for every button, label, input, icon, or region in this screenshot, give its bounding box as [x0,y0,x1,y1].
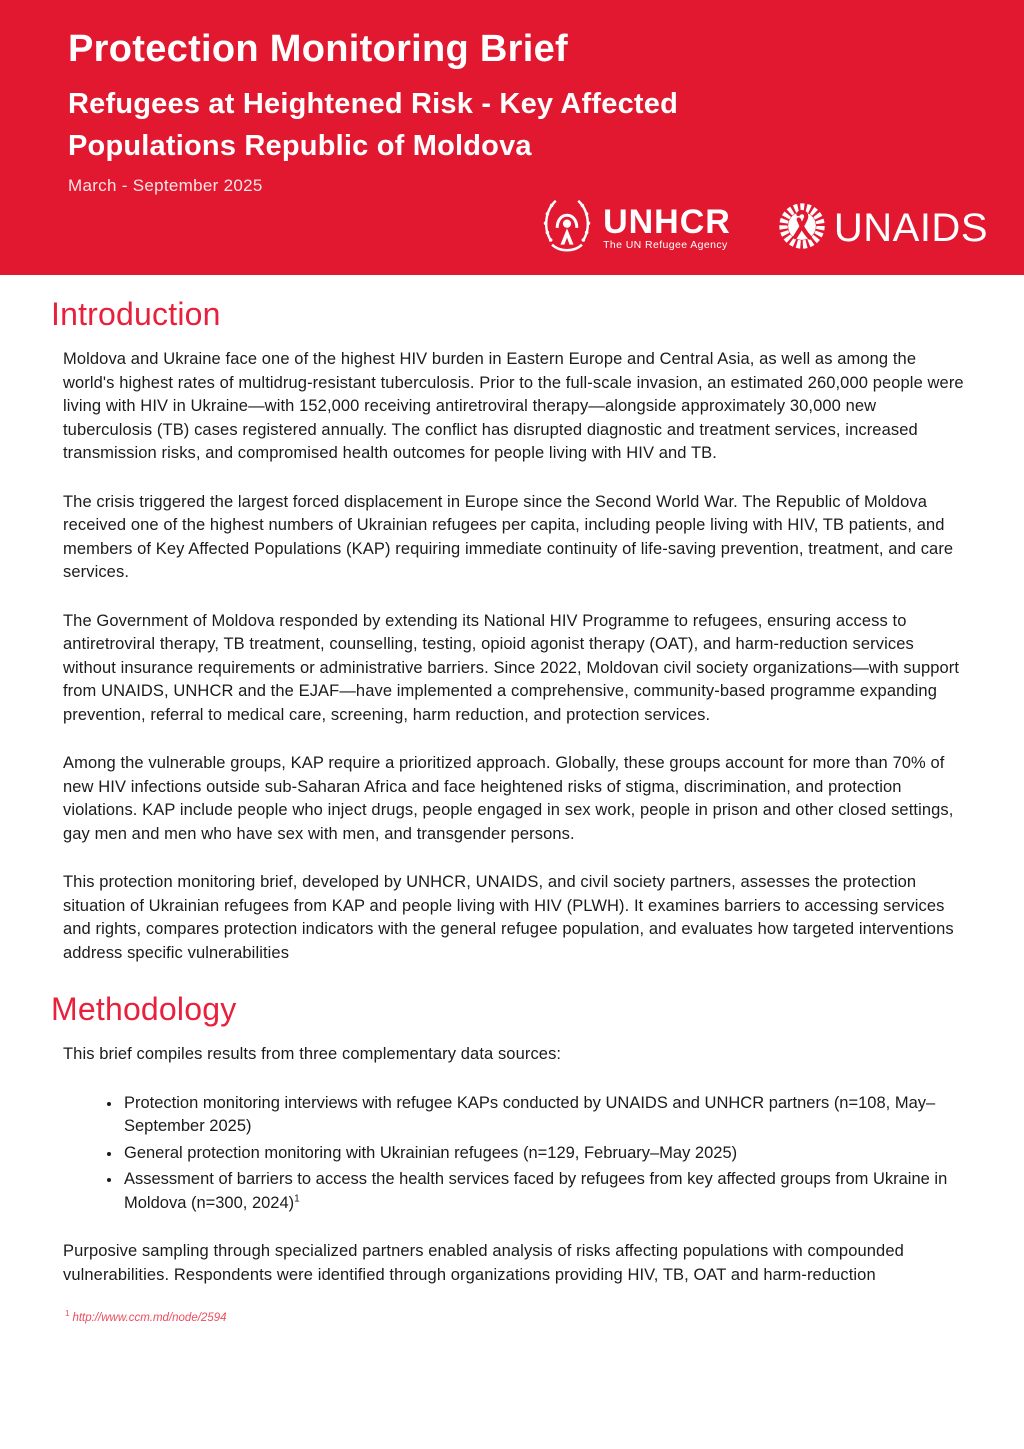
unaids-wordmark: UNAIDS [833,206,988,250]
intro-paragraph-5: This protection monitoring brief, developed by UNHCR, UNAIDS, and civil society partners, assesses the protection situation of Ukrainian refugees from KAP and people living with HIV (PLWH). It examines barriers to accessing services and rights, compares protection indicators with the general refugee population, and evaluates how targeted interventions address specific vulnerabilities [63,873,954,962]
unhcr-wordmark: UNHCR [603,203,731,241]
section-heading-methodology: Methodology [51,991,237,1027]
subtitle-line-1: Refugees at Heightened Risk - Key Affected [68,88,679,120]
unhcr-tagline: The UN Refugee Agency [603,239,728,251]
subtitle-line-2: Populations Republic of Moldova [68,130,532,162]
document-subtitle [68,83,1024,167]
data-source-text: Assessment of barriers to access the health services faced by refugees from key affected groups from Ukraine in Moldova (n=300, 2024) [124,1170,948,1212]
date-range: March - September 2025 [68,176,263,195]
footnote [65,1309,227,1324]
footnote-marker: 1 [65,1309,70,1319]
intro-paragraph-3: The Government of Moldova responded by extending its National HIV Programme to refugees, ensuring access to antiretroviral therapy, TB treatment, counselling, testing, opioid agonist therapy (OAT), and harm-reduction services without insurance requirements or administrative barriers. Since 2022, Moldovan civil society organizations—with support from UNAIDS, UNHCR and the EJAF—have implemented a comprehensive, community-based programme expanding prevention, referral to medical care, screening, harm reduction, and protection services. [63,611,960,724]
logo-row [539,196,988,261]
unhcr-wordmark-block [603,203,731,251]
data-sources-list [63,1092,966,1216]
header-banner [0,0,1024,275]
data-source-text: Protection monitoring interviews with refugee KAPs conducted by UNAIDS and UNHCR partners (n=108, May–September 2025) [124,1093,936,1135]
footnote-reference-marker: 1 [294,1193,300,1204]
data-source-item-1 [122,1092,966,1139]
data-source-item-2 [122,1142,966,1166]
intro-paragraph-2: The crisis triggered the largest forced displacement in Europe since the Second World War. The Republic of Moldova received one of the highest numbers of Ukrainian refugees per capita, including people living with HIV, TB patients, and members of Key Affected Populations (KAP) requiring immediate continuity of life-saving prevention, treatment, and care services. [63,492,954,581]
unhcr-wreath-person-icon [539,196,595,261]
unhcr-logo [539,196,731,261]
unaids-ribbon-circle-icon [777,201,827,256]
methodology-lead: This brief compiles results from three complementary data sources: [63,1045,562,1063]
data-source-text: General protection monitoring with Ukrainian refugees (n=129, February–May 2025) [124,1143,738,1162]
unaids-logo [777,201,988,256]
section-heading-introduction: Introduction [51,296,221,332]
document-body [0,295,1024,1287]
intro-paragraph-1: Moldova and Ukraine face one of the highest HIV burden in Eastern Europe and Central Asia, as well as among the world's highest rates of multidrug-resistant tuberculosis. Prior to the full-scale invasion, an estimated 260,000 people were living with HIV in Ukraine—with 152,000 receiving antiretroviral therapy—alongside approximately 30,000 new tuberculosis (TB) cases registered annually. The conflict has disrupted diagnostic and treatment services, increased transmission risks, and compromised health outcomes for people living with HIV and TB. [63,350,964,462]
footnote-link[interactable]: http://www.ccm.md/node/2594 [72,1312,227,1324]
intro-paragraph-4: Among the vulnerable groups, KAP require a prioritized approach. Globally, these groups account for more than 70% of new HIV infections outside sub-Saharan Africa and face heightened risks of stigma, discrimination, and protection violations. KAP include people who inject drugs, people engaged in sex work, people in prison and other closed settings, gay men and men who have sex with men, and transgender persons. [63,754,954,843]
header-text-block [0,0,1024,196]
methodology-closing-paragraph: Purposive sampling through specialized partners enabled analysis of risks affecting populations with compounded vulnerabilities. Respondents were identified through organizations providing HIV, TB, OAT and harm-reduction [63,1242,904,1284]
document-title: Protection Monitoring Brief [68,28,568,70]
data-source-item-3 [122,1168,966,1215]
